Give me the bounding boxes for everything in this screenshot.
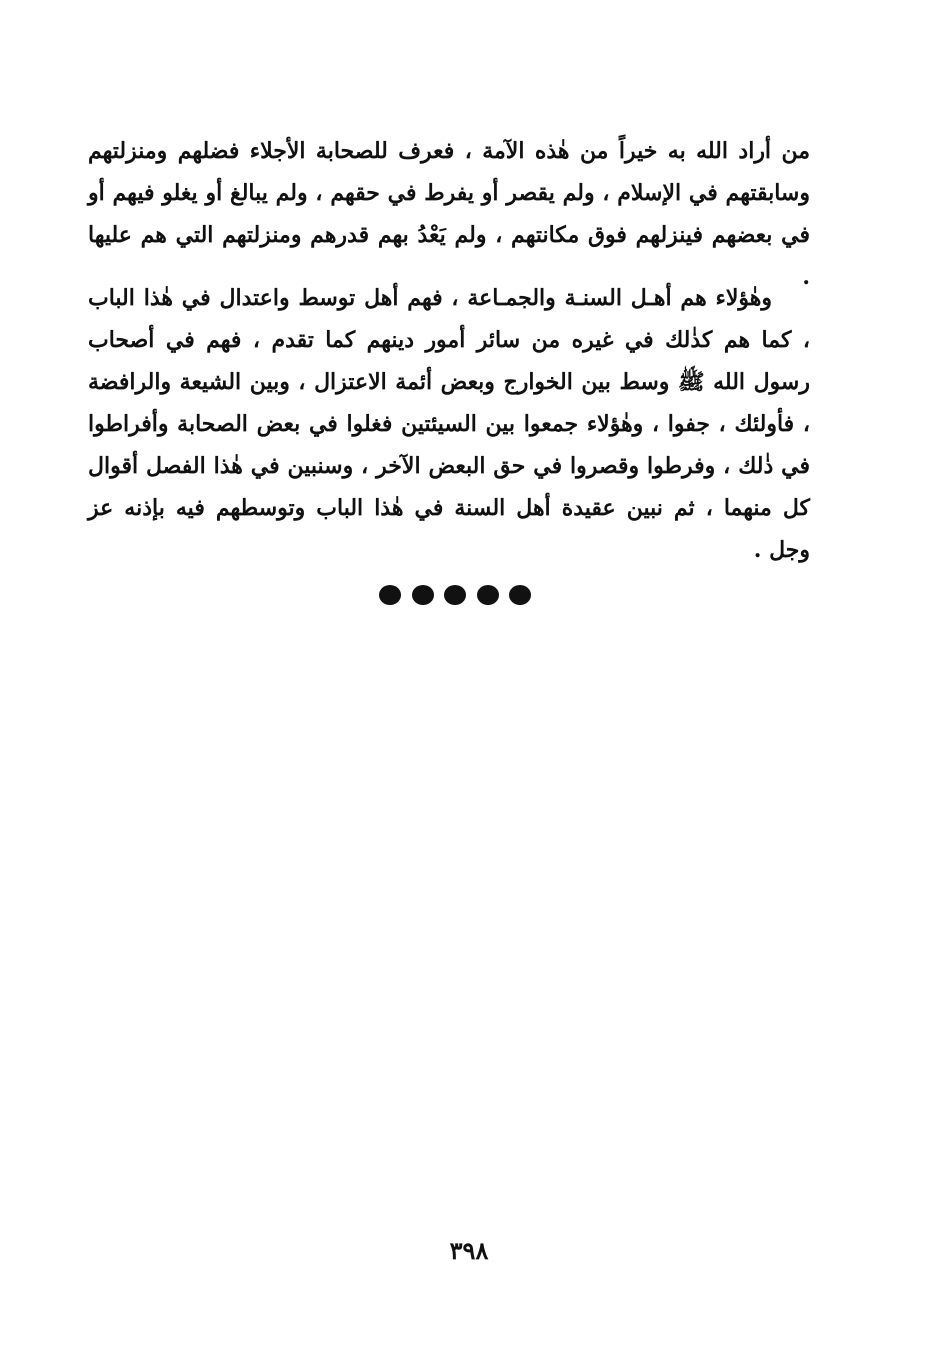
- paragraph-2: وهٰؤلاء هم أهـل السنـة والجمـاعة ، فهم أهل توسط واعتدال في هٰذا الباب ، كما هم كذٰلك في غيره من سائر أمور دينهم كما تقدم ، فهم في أصحاب رسول الله ﷺ وسط بين الخوارج وبعض أئمة الاعتزال ، وبين الشيعة والرافضة ، فأولئك ، جفوا ، وهٰؤلاء جمعوا بين السيئتين فغلوا في بعض الصحابة وأفراطوا في ذٰلك ، وفرطوا وقصروا في حق البعض الآخر ، وسنبين في هٰذا الفصل أقوال كل منهما ، ثم نبين عقيدة أهل السنة في هٰذا الباب وتوسطهم فيه بإذنه عز وجل .: [88, 285, 810, 563]
- paragraph-1: من أراد الله به خيراً من هٰذه الآمة ، فعرف للصحابة الأجلاء فضلهم ومنزلتهم وسابقتهم في الإسلام ، ولم يقصر أو يفرط في حقهم ، ولم يبالغ أو يغلو فيهم أو في بعضهم فينزلهم فوق مكانتهم ، ولم يَعْدُ بهم قدرهم ومنزلتهم التي هم عليها .: [88, 138, 810, 290]
- divider-dot-icon: [379, 585, 401, 605]
- divider-dot-icon: [509, 585, 531, 605]
- page-number: ٣٩٨: [449, 1236, 489, 1265]
- divider-dot-icon: [477, 585, 499, 605]
- section-divider: [379, 584, 531, 606]
- divider-dot-icon: [412, 585, 434, 605]
- divider-dot-icon: [444, 585, 466, 605]
